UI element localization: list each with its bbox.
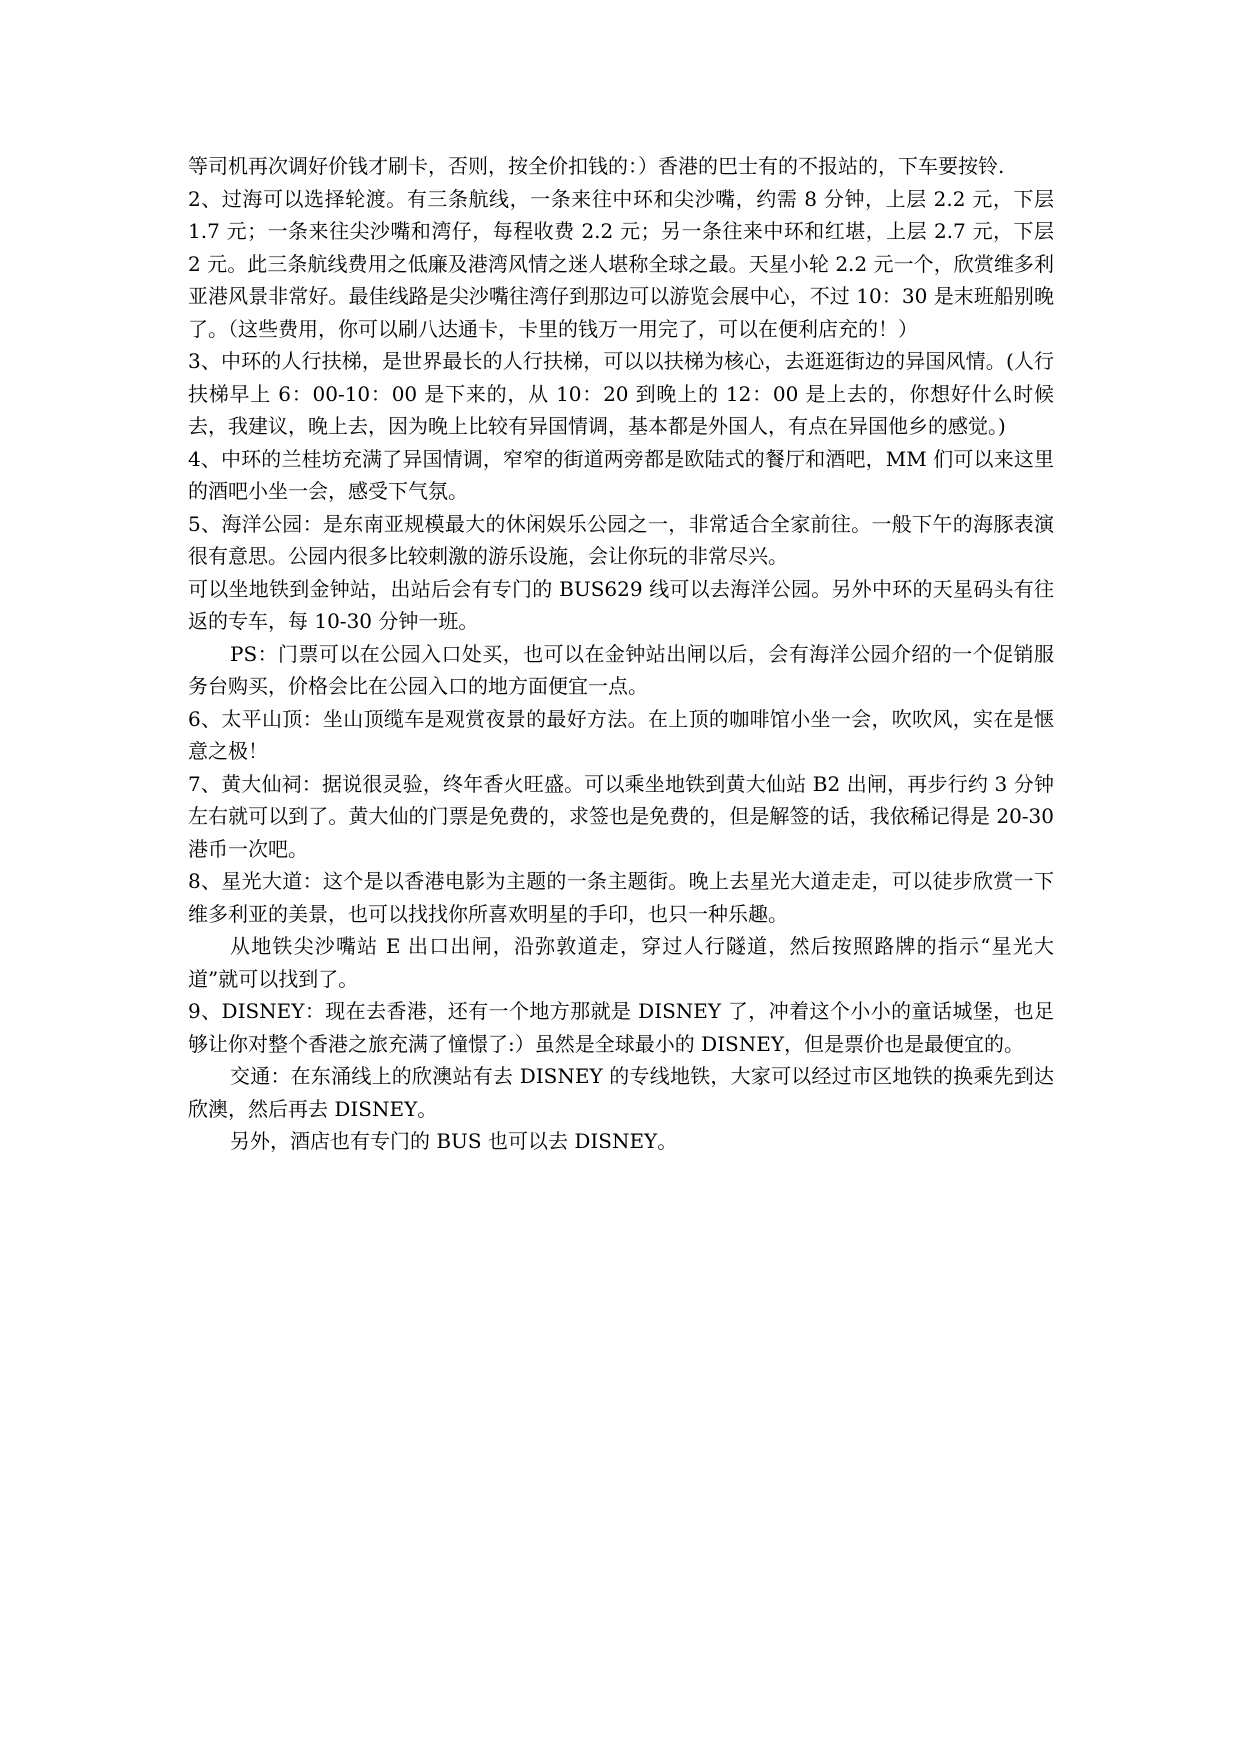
paragraph-ocean-park: 5、海洋公园：是东南亚规模最大的休闲娱乐公园之一，非常适合全家前往。一般下午的海豚表演很有意思。公园内很多比较刺激的游乐设施，会让你玩的非常尽兴。 bbox=[188, 511, 1054, 568]
paragraph-wong-tai-sin: 7、黄大仙祠：据说很灵验，终年香火旺盛。可以乘坐地铁到黄大仙站 B2 出闸，再步行约 3 分钟左右就可以到了。黄大仙的门票是免费的，求签也是免费的，但是解签的话，我依稀记得是 20-30 港币一次吧。 bbox=[188, 771, 1054, 861]
paragraph-bus-fare: 等司机再次调好价钱才刷卡，否则，按全价扣钱的：）香港的巴士有的不报站的，下车要按铃. bbox=[188, 154, 1005, 178]
paragraph-lan-kwai-fong: 4、中环的兰桂坊充满了异国情调，窄窄的街道两旁都是欧陆式的餐厅和酒吧，MM 们可以来这里的酒吧小坐一会，感受下气氛。 bbox=[188, 446, 1054, 503]
paragraph-ocean-park-tickets: PS：门票可以在公园入口处买，也可以在金钟站出闸以后，会有海洋公园介绍的一个促销服务台购买，价格会比在公园入口的地方面便宜一点。 bbox=[188, 641, 1054, 698]
paragraph-ferry: 2、过海可以选择轮渡。有三条航线，一条来往中环和尖沙嘴，约需 8 分钟，上层 2.2 元，下层 1.7 元；一条来往尖沙嘴和湾仔，每程收费 2.2 元；另一条往来中环和红堪，上层 2.7 元，下层 2 元。此三条航线费用之低廉及港湾风情之迷人堪称全球之最。天星小轮 2.2 元一个，欣赏维多利亚港风景非常好。最佳线路是尖沙嘴往湾仔到那边可以游览会展中心，不过 10：30 是末班船别晚了。（这些费用，你可以刷八达通卡，卡里的钱万一用完了，可以在便利店充的！） bbox=[188, 186, 1054, 341]
paragraph-disney-hotel-bus: 另外，酒店也有专门的 BUS 也可以去 DISNEY。 bbox=[230, 1129, 678, 1153]
paragraph-the-peak: 6、太平山顶：坐山顶缆车是观赏夜景的最好方法。在上顶的咖啡馆小坐一会，吹吹风，实在是惬意之极！ bbox=[188, 706, 1054, 763]
paragraph-disney-transport: 交通：在东涌线上的欣澳站有去 DISNEY 的专线地铁，大家可以经过市区地铁的换乘先到达欣澳，然后再去 DISNEY。 bbox=[188, 1064, 1054, 1121]
paragraph-avenue-of-stars: 8、星光大道：这个是以香港电影为主题的一条主题街。晚上去星光大道走走，可以徒步欣赏一下维多利亚的美景，也可以找找你所喜欢明星的手印，也只一种乐趣。 bbox=[188, 869, 1054, 926]
paragraph-ocean-park-transport: 可以坐地铁到金钟站，出站后会有专门的 BUS629 线可以去海洋公园。另外中环的天星码头有往返的专车，每 10-30 分钟一班。 bbox=[188, 576, 1054, 633]
paragraph-disney: 9、DISNEY：现在去香港，还有一个地方那就是 DISNEY 了，冲着这个小小的童话城堡，也足够让你对整个香港之旅充满了憧憬了:）虽然是全球最小的 DISNEY，但是票价也是最便宜的。 bbox=[188, 999, 1054, 1056]
paragraph-escalator: 3、中环的人行扶梯，是世界最长的人行扶梯，可以以扶梯为核心，去逛逛街边的异国风情。(人行扶梯早上 6：00-10：00 是下来的，从 10：20 到晚上的 12：00 是上去的，你想好什么时候去，我建议，晚上去，因为晚上比较有异国情调，基本都是外国人，有点在异国他乡的感觉。) bbox=[188, 349, 1054, 438]
document-body bbox=[188, 150, 1054, 1158]
paragraph-avenue-of-stars-directions: 从地铁尖沙嘴站 E 出口出闸，沿弥敦道走，穿过人行隧道，然后按照路牌的指示“星光大道”就可以找到了。 bbox=[188, 934, 1054, 991]
